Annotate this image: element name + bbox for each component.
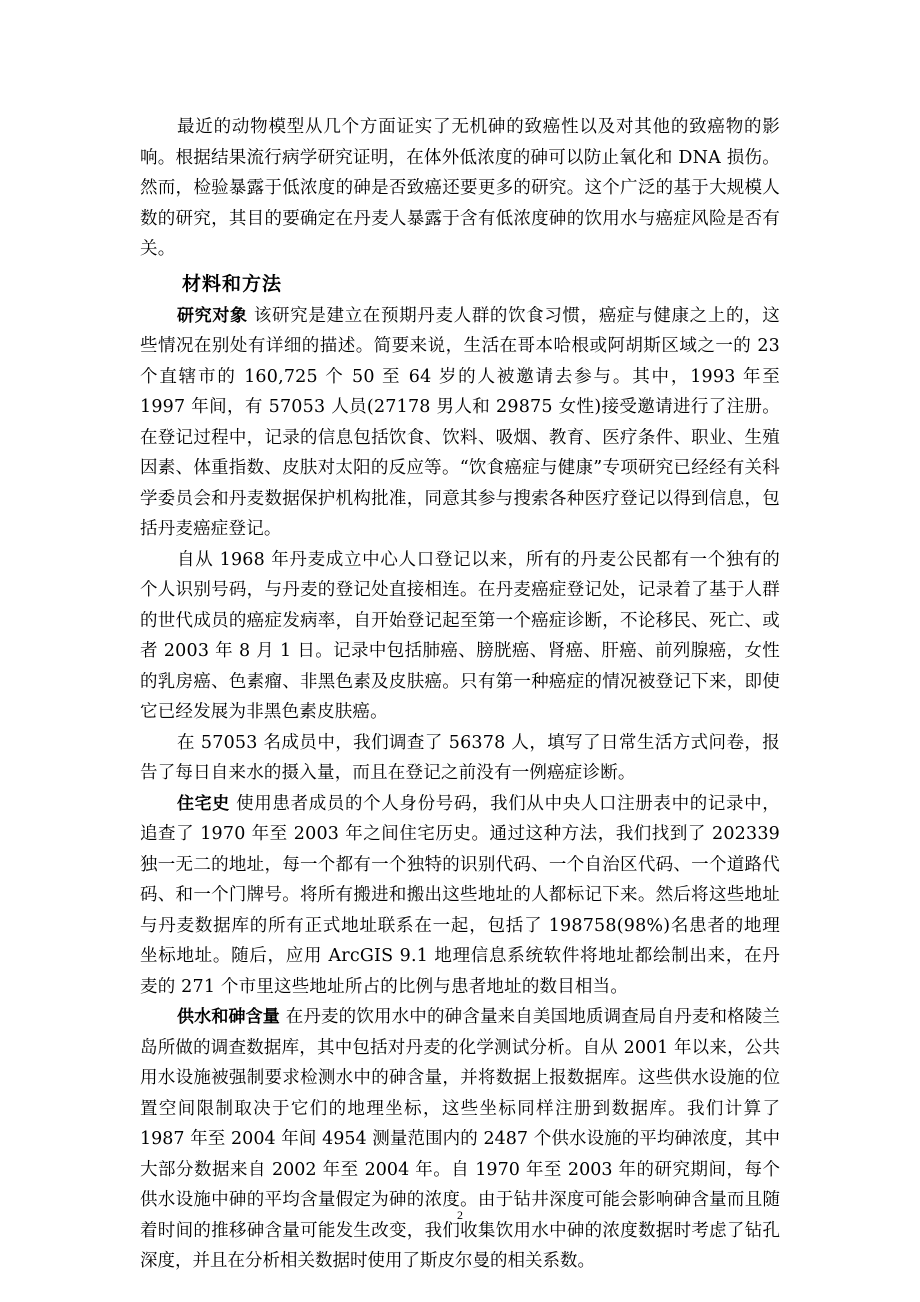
study-subjects-text: 该研究是建立在预期丹麦人群的饮食习惯，癌症与健康之上的，这些情况在别处有详细的描述。简要来说，生活在哥本哈根或阿胡斯区域之一的 23 个直辖市的 160,725 个 50 至 64 岁的人被邀请去参与。其中，1993 年至 1997 年间，有 57053 人员(27178 男人和 29875 女性)接受邀请进行了注册。在登记过程中，记录的信息包括饮食、饮料、吸烟、教育、医疗条件、职业、生殖因素、体重指数、皮肤对太阳的反应等。“饮食癌症与健康”专项研究已经经有关科学委员会和丹麦数据保护机构批准，同意其参与搜索各种医疗登记以得到信息，包括丹麦癌症登记。 [140, 305, 780, 539]
survey-paragraph: 在 57053 名成员中，我们调查了 56378 人，填写了日常生活方式问卷，报告了每日自来水的摄入量，而且在登记之前没有一例癌症诊断。 [140, 732, 780, 783]
section-title: 材料和方法 [182, 272, 283, 295]
study-subjects-paragraph [140, 301, 780, 545]
residence-paragraph [140, 789, 780, 1003]
residence-heading: 住宅史 [177, 793, 230, 814]
registry-paragraph: 自从 1968 年丹麦成立中心人口登记以来，所有的丹麦公民都有一个独有的个人识别号码，与丹麦的登记处直接相连。在丹麦癌症登记处，记录着了基于人群的世代成员的癌症发病率，自开始登记起至第一个癌症诊断，不论移民、死亡、或者 2003 年 8 月 1 日。记录中包括肺癌、膀胱癌、肾癌、肝癌、前列腺癌，女性的乳房癌、色素瘤、非黑色素及皮肤癌。只有第一种癌症的情况被登记下来，即使它已经发展为非黑色素皮肤癌。 [140, 549, 780, 722]
water-paragraph [140, 1002, 780, 1277]
water-heading: 供水和砷含量 [177, 1007, 280, 1027]
intro-paragraph: 最近的动物模型从几个方面证实了无机砷的致癌性以及对其他的致癌物的影响。根据结果流行病学研究证明，在体外低浓度的砷可以防止氧化和 DNA 损伤。然而，检验暴露于低浓度的砷是否致癌还要更多的研究。这个广泛的基于大规模人数的研究，其目的要确定在丹麦人暴露于含有低浓度砷的饮用水与癌症风险是否有关。 [140, 117, 780, 259]
document-body [140, 112, 780, 1277]
study-subjects-heading: 研究对象 [177, 305, 248, 326]
page-number: 2 [457, 1208, 463, 1222]
residence-text: 使用患者成员的个人身份号码，我们从中央人口注册表中的记录中，追查了 1970 年至 2003 年之间住宅历史。通过这种方法，我们找到了 202339 独一无二的地址，每一个都有一个独特的识别代码、一个自治区代码、一个道路代码、和一个门牌号。将所有搬进和搬出这些地址的人都标记下来。然后将这些地址与丹麦数据库的所有正式地址联系在一起，包括了 198758(98%)名患者的地理坐标地址。随后，应用 ArcGIS 9.1 地理信息系统软件将地址都绘制出来，在丹麦的 271 个市里这些地址所占的比例与患者地址的数目相当。 [140, 793, 780, 997]
water-text: 在丹麦的饮用水中的砷含量来自美国地质调查局自丹麦和格陵兰岛所做的调查数据库，其中包括对丹麦的化学测试分析。自从 2001 年以来，公共用水设施被强制要求检测水中的砷含量，并将数据上报数据库。这些供水设施的位置空间限制取决于它们的地理坐标，这些坐标同样注册到数据库。我们计算了 1987 年至 2004 年间 4954 测量范围内的 2487 个供水设施的平均砷浓度，其中大部分数据来自 2002 年至 2004 年。自 1970 年至 2003 年的研究期间，每个供水设施中砷的平均含量假定为砷的浓度。由于钻井深度可能会影响砷含量而且随着时间的推移砷含量可能发生改变，我们收集饮用水中砷的浓度数据时考虑了钻孔深度，并且在分析相关数据时使用了斯皮尔曼的相关系数。 [140, 1007, 781, 1271]
